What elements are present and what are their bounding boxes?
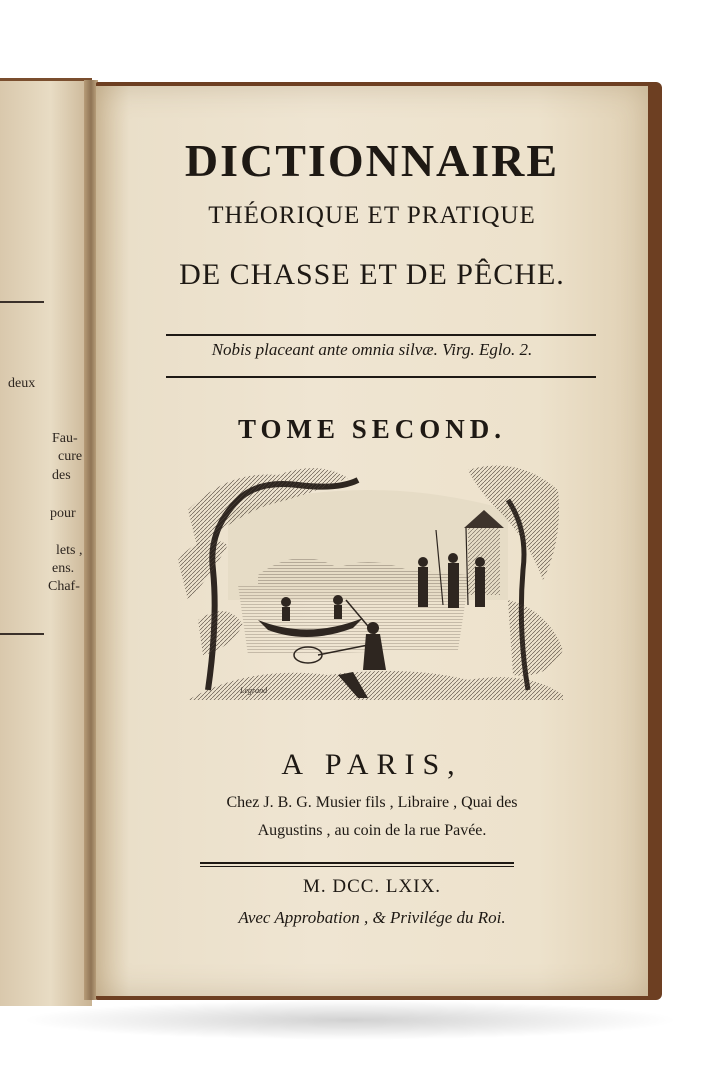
left-page-fragment: ens. xyxy=(52,561,75,576)
publisher-line-1: Chez J. B. G. Musier fils , Libraire , Quai des xyxy=(226,794,518,811)
date-rule xyxy=(200,862,514,864)
left-page-fragment: des xyxy=(52,468,71,483)
fishing-scene-engraving xyxy=(168,450,568,700)
left-page-rule xyxy=(0,633,44,635)
date-rule-thin xyxy=(200,866,514,867)
engraver-signature: Legrand xyxy=(240,686,268,695)
volume-label: TOME SECOND. xyxy=(237,414,507,444)
left-page-fragment: Chaf- xyxy=(48,579,80,594)
motto: Nobis placeant ante omnia silvæ. Virg. Eglo. 2. xyxy=(211,340,533,359)
title-page xyxy=(96,86,648,996)
publisher-line-2: Augustins , au coin de la rue Pavée. xyxy=(257,822,487,839)
left-facing-page xyxy=(0,78,92,1006)
publication-date: M. DCC. LXIX. xyxy=(302,876,442,897)
left-page-rule xyxy=(0,301,44,303)
book-shadow xyxy=(20,1000,680,1040)
motto-rule-bottom xyxy=(166,376,596,378)
motto-rule-top xyxy=(166,334,596,336)
left-page-fragment: pour xyxy=(50,506,76,521)
left-page-fragment: lets , xyxy=(56,543,83,558)
place-of-publication: A PARIS, xyxy=(281,748,463,781)
left-page-fragment: cure xyxy=(58,449,83,464)
royal-privilege: Avec Approbation , & Privilége du Roi. xyxy=(238,908,506,927)
left-page-fragment: deux xyxy=(8,376,36,391)
book-subtitle-line1: THÉORIQUE ET PRATIQUE xyxy=(208,202,536,229)
book-subtitle-line2: DE CHASSE ET DE PÊCHE. xyxy=(179,258,565,291)
book-title: DICTIONNAIRE xyxy=(184,135,560,186)
left-page-fragment: Fau- xyxy=(52,431,78,446)
